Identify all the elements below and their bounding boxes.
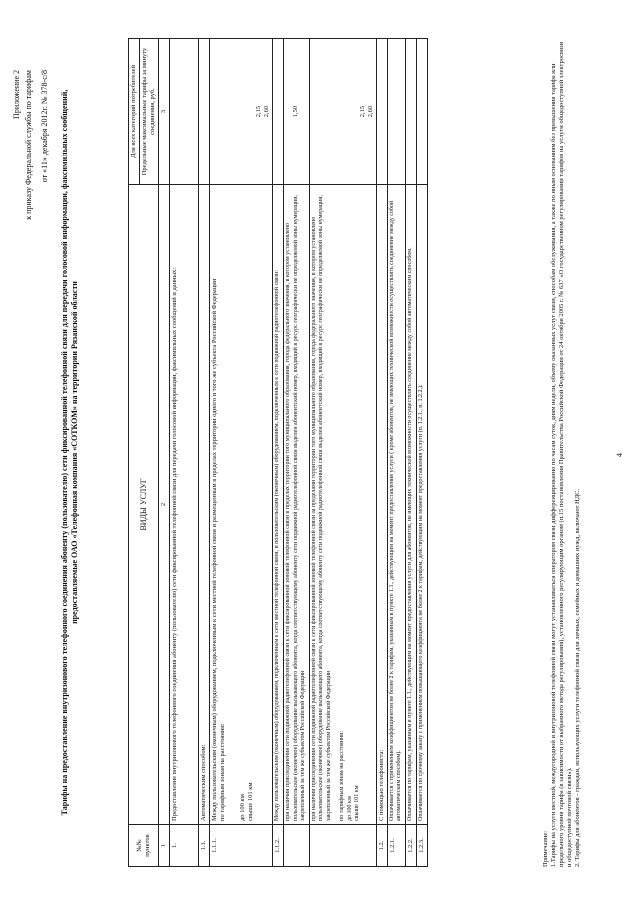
row-text-line: свыше 101 км <box>354 785 360 821</box>
row-text: Оплачивается по срочному заказу с применением повышающего коэффициента не более 2 к тарифам, действующим на момент предоставления услуги (п. 1.2.1., п. 1.2.2.). <box>416 185 427 825</box>
header-row <box>129 39 140 867</box>
row-text <box>309 185 376 825</box>
row-text: С помощью телефониста: <box>376 185 387 825</box>
table-row <box>405 39 416 867</box>
row-text-line: Между пользовательским (оконечным) оборудованием, подключенным к сети местной телефонной связи, и пользовательским (оконечным) оборудованием, подключенным к сети подвижной радиотелефонной связи: <box>274 270 280 821</box>
header-num: №№ пунктов <box>129 825 159 867</box>
tariff-value: 2,60 <box>366 105 374 118</box>
notes-heading: Примечание: <box>542 830 549 867</box>
table-row <box>284 39 310 867</box>
row-num: 1. <box>170 825 199 867</box>
row-text-line: по тарифным зонам на расстоянии: <box>219 723 226 821</box>
appendix-line-3: от «11» декабря 2012г. № 378-с/8 <box>40 70 49 183</box>
table-row <box>273 39 284 867</box>
row-values <box>309 39 376 185</box>
notes-section <box>542 37 582 867</box>
row-num: 1.1.1. <box>210 825 273 867</box>
row-text-line: свыше 101 км <box>247 782 254 821</box>
tariff-table <box>128 38 428 867</box>
row-num: 1.2.2. <box>405 825 416 867</box>
appendix-line-1: Приложение 2 <box>12 70 21 119</box>
header-service: ВИДЫ УСЛУГ <box>129 185 159 825</box>
title-line-1: Тарифы на предоставление внутризонового телефонного соединения абоненту (пользователю) сети фиксированной телефонной связи для передачи голосовой информации, факсимильных сообщений, <box>60 89 69 816</box>
row-text-line: при наличии присоединения сети подвижной радиотелефонной связи к сети фиксированной зоновой телефонной связи за пределами территории того муниципального образования, города федерального значения, в котором установлено пользовательское (оконечное) оборудование вызывающего абонента, когда соответствующему абоненту сети подвижной радиотелефонной связи выделен абонентский номер, входящий в ресурс географически не определяемой зоны нумерации, закрепленный за тем же субъектом Российской Федерации <box>310 195 332 821</box>
row-text: Предоставление внутризонового телефонного соединения абоненту (пользователю) сети фиксированной телефонной связи для передачи голосовой информации, факсимильных сообщений и данных: <box>170 185 199 825</box>
col-number-3: 3 <box>159 39 170 185</box>
row-num: 1.2. <box>376 825 387 867</box>
col-number-2: 2 <box>159 185 170 825</box>
table-row <box>309 39 376 867</box>
row-text: Оплачивается по тарифам, указанным в пункте 1.1., действующим на момент предоставления услуги для абонентов, не имеющих технической возможности осуществлять соединение между собой автоматическим способом. <box>405 185 416 825</box>
tariff-value: 2,15 <box>358 105 366 118</box>
table-row <box>210 39 273 867</box>
note-1: 1.Тарифы на услуги местной, междугородной и внутризоновой телефонной связи могут устанавливаться оператором связи дифференцированно по часам суток, дням недели, объему оказанных услуг связи, способам обслуживания, а также по иным основаниям без превышения тарифа или предельного уровня тарифа (в зависимости от выбранного метода регулирования), установленного регулирующим органом (п.15 постановления Правительства Российской Федерации от 24 октября 2005 г. № 637 «О государственном регулировании тарифов на услуги общедоступной электросвязи и общедоступной почтовой связи»). <box>550 41 573 867</box>
row-text-line: до 100 км <box>346 796 353 821</box>
appendix-line-2: к приказу Федеральной службы по тарифам <box>24 70 33 220</box>
row-num: 1.2.3. <box>416 825 427 867</box>
column-number-row <box>159 39 170 867</box>
page-number: 4 <box>615 453 624 457</box>
row-text-line: Между пользовательским (оконечным) оборудованием, подключенным к сети местной телефонной связи и размещенным в пределах территории одного и того же субъекта Российской Федерации <box>211 278 218 821</box>
row-text <box>210 185 273 825</box>
row-num: 1.1. <box>199 825 210 867</box>
row-text: при наличии присоединения сети подвижной радиотелефонной связи к сети фиксированной зоновой телефонной связи в пределах территории того муниципального образования, города федерального значения, в котором установлено пользовательское (оконечное) оборудование вызывающего абонента, когда соответствующему абоненту сети подвижной радиотелефонной связи выделен абонентский номер, входящий в ресурс географически не определяемой зоны нумерации, закрепленный за тем же субъектом Российской Федерации <box>284 185 310 825</box>
tariff-value: 2,60 <box>263 105 270 118</box>
table-row <box>376 39 387 867</box>
note-2: 2. Тарифы для абонентов - граждан, использующих услуги телефонной связи для личных, семейных и домашних нужд, включают НДС. <box>574 488 581 867</box>
header-for-all: Для всех категорий потребителей <box>129 39 140 185</box>
row-text: Автоматическим способом: <box>199 185 210 825</box>
header-max-tariff: Предельные максимальные тарифы за минуту соединения, руб. <box>140 39 159 185</box>
table-row <box>416 39 427 867</box>
document-title <box>60 20 80 885</box>
row-text-line: до 100 км <box>239 794 246 821</box>
col-number-1: 1 <box>159 825 170 867</box>
tariff-value: 2,15 <box>255 105 262 118</box>
table-row <box>387 39 405 867</box>
row-num: 1.2.1. <box>387 825 405 867</box>
row-text-line: по тарифным зонам на расстоянии: <box>339 730 345 821</box>
table-row <box>199 39 210 867</box>
row-values <box>210 39 273 185</box>
table-row <box>170 39 199 867</box>
row-text: Оплачивается с применением коэффициентом не более 2 к тарифам, указанным в пункте 1.1., действующим на момент предоставления услуги ( кроме абонентов, не имеющих технической возможности осуществлять соединение между собой автоматическим способом). <box>387 185 405 825</box>
row-text <box>273 185 284 825</box>
tariff-value: 1,50 <box>284 39 310 185</box>
row-num: 1.1.2. <box>273 825 284 867</box>
title-line-2: предоставляемые ОАО «Телефонная компания «СОТКОМ» на территории Рязанской области <box>70 281 79 624</box>
